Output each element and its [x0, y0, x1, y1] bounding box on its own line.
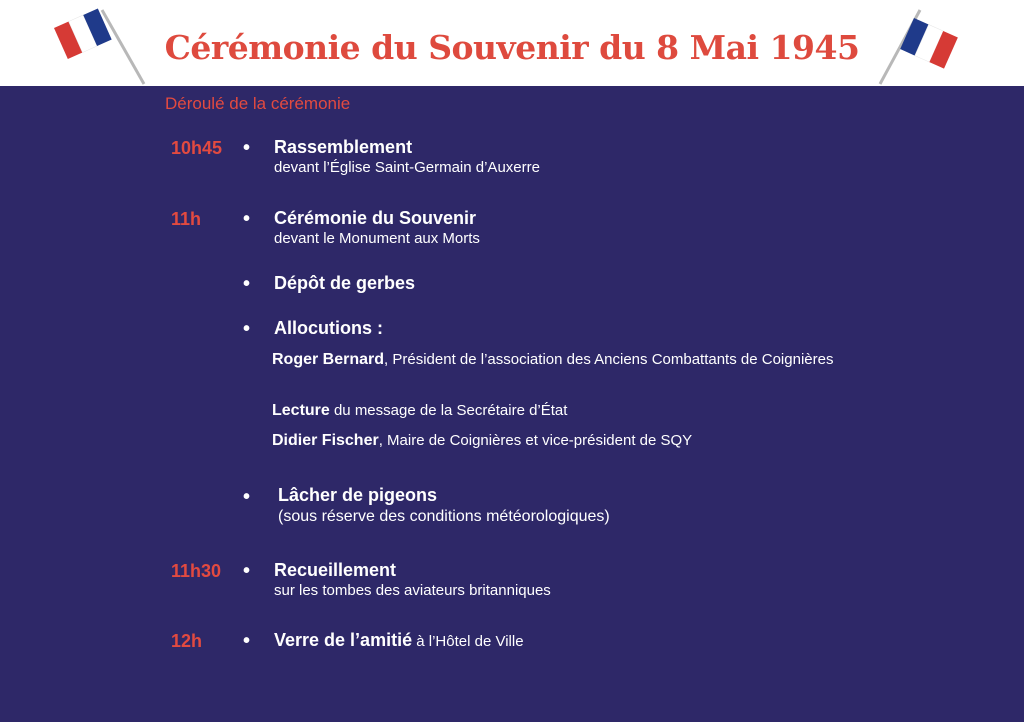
- bullet-icon: •: [243, 273, 251, 295]
- schedule-item-subtitle: sur les tombes des aviateurs britanniques: [274, 582, 551, 599]
- schedule-item-title: [274, 630, 524, 651]
- bullet-icon: •: [243, 486, 251, 508]
- speech-entry: [272, 400, 857, 422]
- schedule-item-subtitle: (sous réserve des conditions météorologiques): [278, 508, 610, 525]
- schedule-item-title: Allocutions :: [274, 318, 383, 338]
- schedule-item-title: Rassemblement: [274, 137, 413, 157]
- speech-description: , Président de l’association des Anciens Combattants de Coignières: [384, 351, 834, 368]
- bullet-icon: •: [243, 137, 251, 159]
- speaker-name: Didier Fischer: [272, 432, 379, 449]
- bullet-icon: •: [243, 560, 251, 582]
- speaker-name: Roger Bernard: [272, 351, 385, 368]
- schedule-item-location: à l’Hôtel de Ville: [412, 633, 524, 650]
- schedule-time: 12h: [171, 631, 203, 651]
- section-subtitle: Déroulé de la cérémonie: [165, 94, 351, 113]
- schedule-item-title: Recueillement: [274, 560, 397, 580]
- bullet-icon: •: [243, 318, 251, 340]
- page-header: [0, 0, 1024, 86]
- schedule-item-subtitle: devant le Monument aux Morts: [274, 230, 480, 247]
- speech-entry: [272, 430, 857, 452]
- schedule-item-title: Cérémonie du Souvenir: [274, 208, 477, 228]
- bullet-icon: •: [243, 630, 251, 652]
- schedule-time: 11h30: [171, 561, 222, 581]
- schedule-time: 11h: [171, 209, 202, 229]
- bullet-icon: •: [243, 208, 251, 230]
- schedule-time: 10h45: [171, 138, 223, 158]
- schedule-item-title: Lâcher de pigeons: [278, 485, 438, 505]
- page-title: Cérémonie du Souvenir du 8 Mai 1945: [164, 28, 860, 67]
- schedule-item-label: Verre de l’amitié: [274, 630, 413, 650]
- speech-description: du message de la Secrétaire d’État: [329, 402, 568, 419]
- speech-entry: [272, 349, 857, 371]
- french-flag-icon: [870, 0, 980, 86]
- schedule-item-subtitle: devant l’Église Saint-Germain d’Auxerre: [274, 159, 540, 176]
- speech-description: , Maire de Coignières et vice-président de SQY: [378, 432, 693, 449]
- speaker-name: Lecture: [272, 402, 330, 419]
- schedule-item-title: Dépôt de gerbes: [274, 273, 416, 293]
